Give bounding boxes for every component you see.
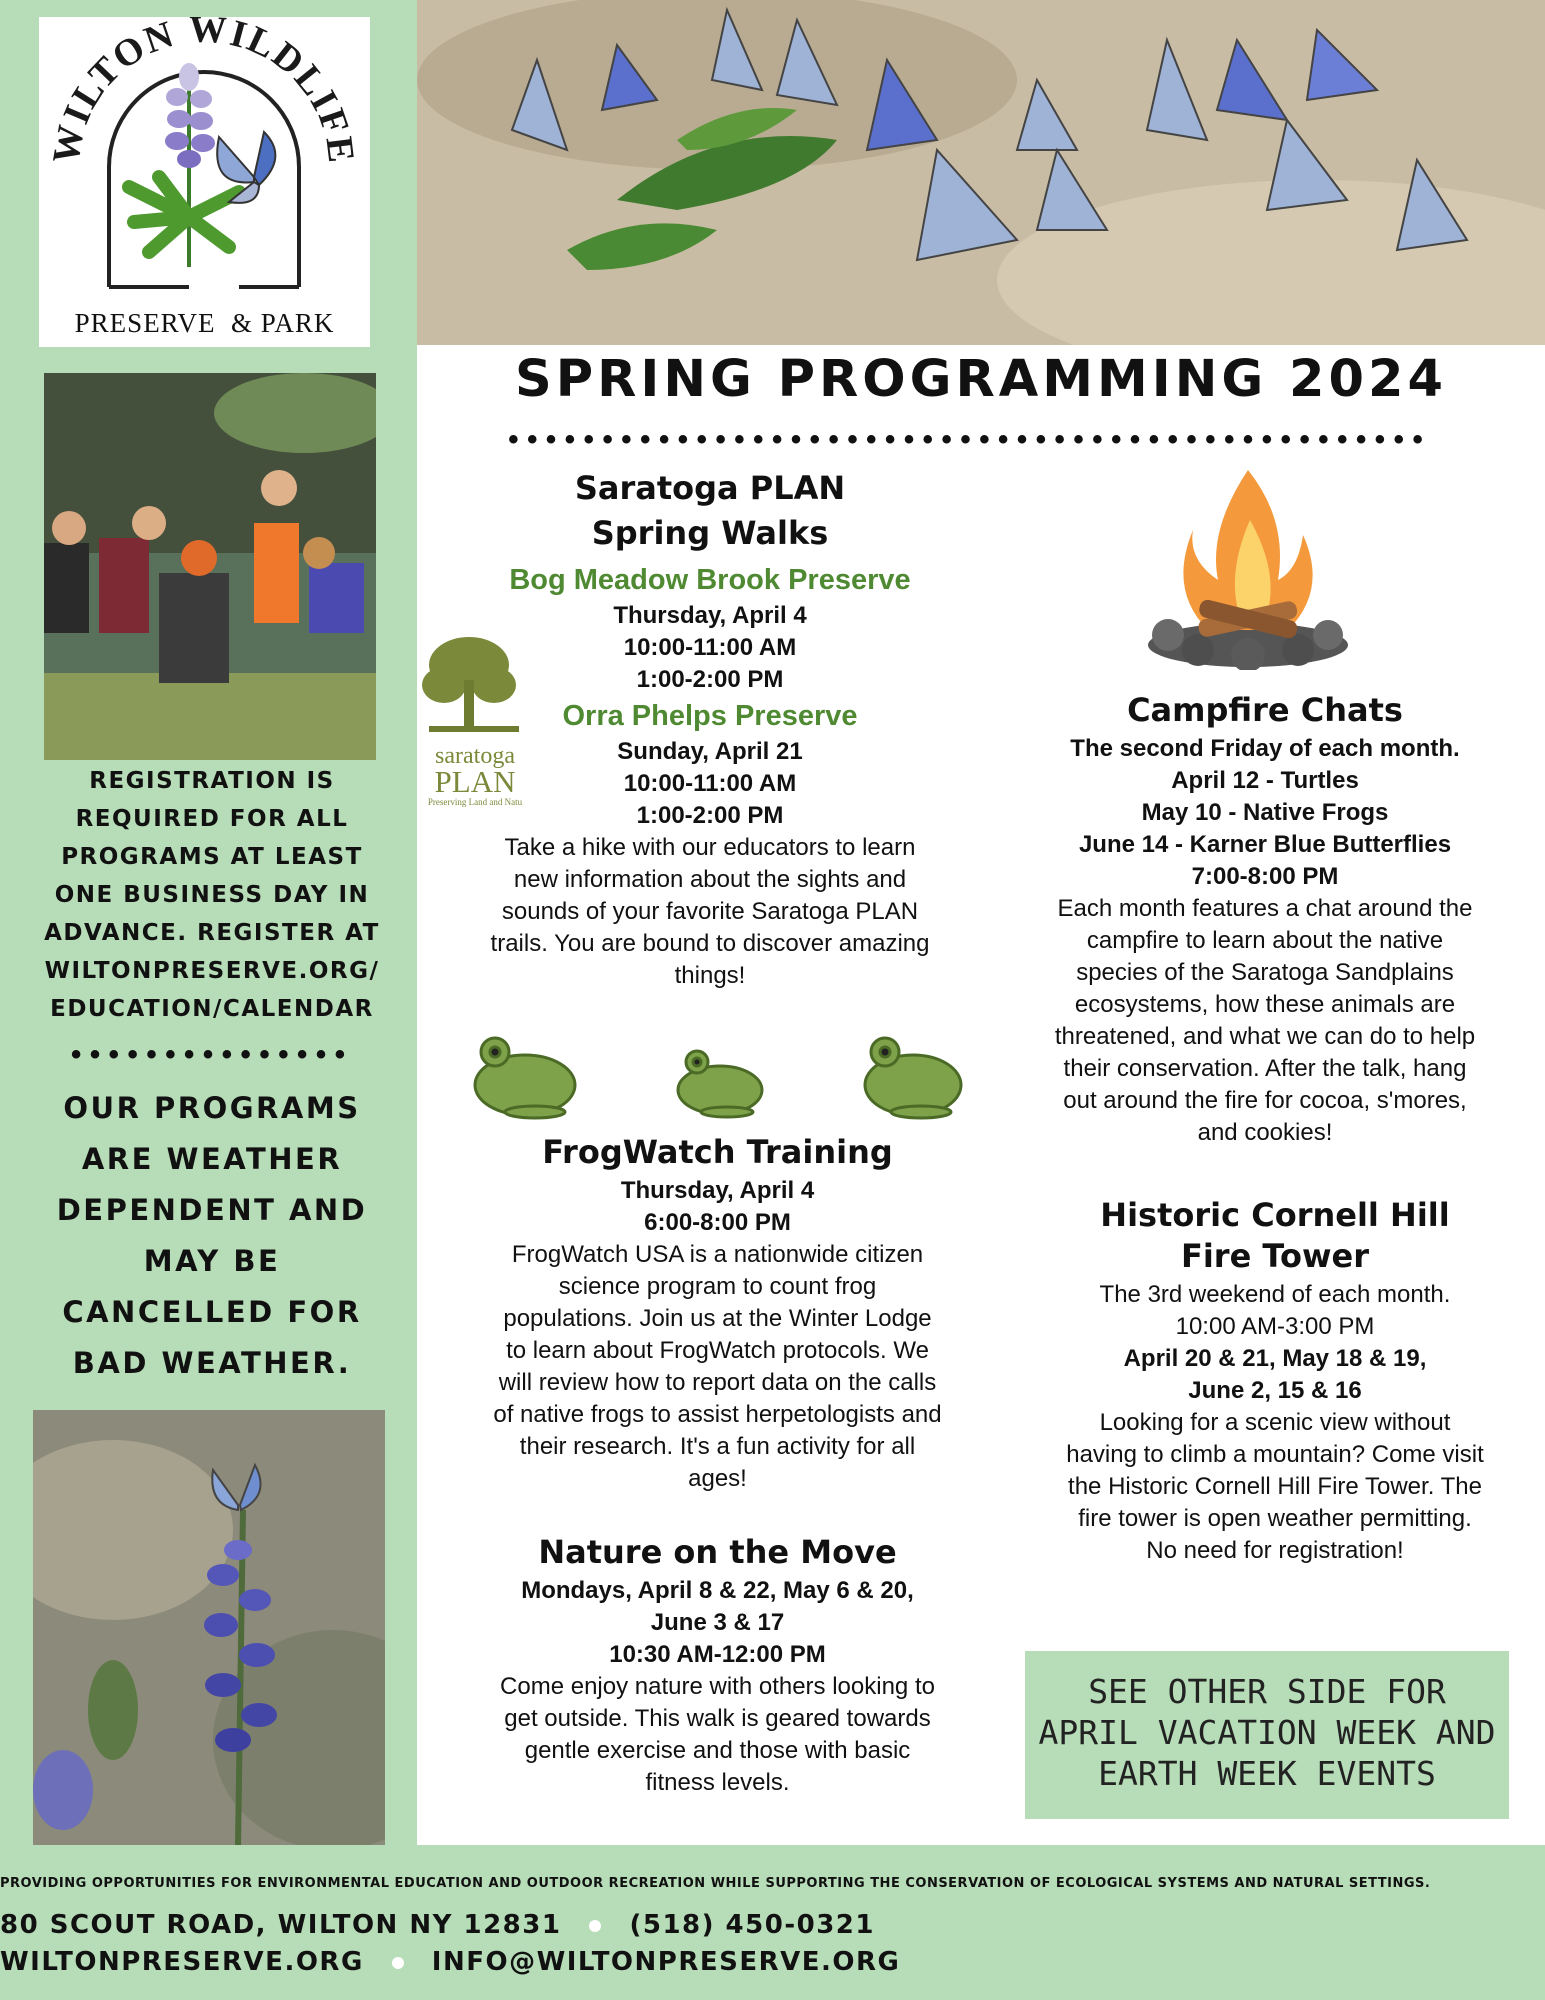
hero-butterflies-photo: [417, 0, 1545, 345]
campfire-title: Campfire Chats: [1127, 691, 1403, 729]
footer-website[interactable]: WILTONPRESERVE.ORG: [0, 1947, 364, 1977]
logo-arc-text: WILTON WILDLIFE: [44, 17, 363, 167]
dot-separator-icon: [392, 1957, 404, 1969]
nature-title: Nature on the Move: [538, 1533, 897, 1571]
campfire-icon: [1138, 470, 1358, 670]
footer-email[interactable]: INFO@WILTONPRESERVE.ORG: [431, 1947, 901, 1977]
nature-description: Come enjoy nature with others looking to get outside. This walk is geared towards gentle exercise and those with basic fitness levels.: [500, 1673, 935, 1796]
frog-icon: [678, 1051, 762, 1117]
saratoga-title-1: Saratoga PLAN: [574, 469, 846, 507]
page-title: SPRING PROGRAMMING 2024: [515, 350, 1447, 409]
cornell-description: Looking for a scenic view without having to climb a mountain? Come visit the Historic Cornell Hill Fire Tower. The fire tower is open weather permitting. No need for registration!: [1066, 1409, 1484, 1564]
campfire-date-2: May 10 - Native Frogs: [1141, 799, 1389, 826]
bog-meadow-date: Thursday, April 4: [613, 602, 807, 629]
frogs-illustration: [465, 1030, 975, 1120]
campfire-date-3: June 14 - Karner Blue Butterflies: [1078, 831, 1452, 858]
footer-phone[interactable]: (518) 450-0321: [629, 1910, 875, 1940]
cornell-dates-1: April 20 & 21, May 18 & 19,: [1123, 1345, 1427, 1372]
saratoga-description: Take a hike with our educators to learn new information about the sights and sounds of your favorite Saratoga PLAN trails. You are bound to discover amazing things!: [490, 834, 930, 989]
sidebar-dot-divider: • • • • • • • • • • • • • • •: [70, 1040, 346, 1070]
bog-meadow-time-1: 10:00-11:00 AM: [623, 634, 797, 661]
bog-meadow-time-2: 1:00-2:00 PM: [636, 666, 784, 693]
footer-address-line: [0, 1910, 1545, 1940]
plan-logo-tag: Preserving Land and Natu: [427, 797, 523, 807]
frogwatch-description: FrogWatch USA is a nationwide citizen science program to count frog populations. Join us at the Winter Lodge to learn about FrogWatch protocols. We will review how to report data on the calls of native frogs to assist herpetologists and their research. It's a fun activity for all ages!: [493, 1241, 942, 1492]
cornell-title-1: Historic Cornell Hill: [1100, 1196, 1450, 1234]
location-orra-phelps: Orra Phelps Preserve: [562, 700, 858, 732]
cornell-time: 10:00 AM-3:00 PM: [1175, 1313, 1375, 1340]
nature-on-the-move-section: [445, 1530, 990, 1799]
cornell-hill-section: [1010, 1193, 1540, 1567]
location-bog-meadow: Bog Meadow Brook Preserve: [509, 564, 911, 596]
plan-logo-big: PLAN: [434, 764, 516, 799]
footer-tagline: PROVIDING OPPORTUNITIES FOR ENVIRONMENTAL EDUCATION AND OUTDOOR RECREATION WHILE SUPPORTING THE CONSERVATION OF ECOLOGICAL SYSTEMS AND NATURAL SETTINGS.: [0, 1876, 1431, 1891]
plan-logo-name: saratoga: [435, 743, 515, 769]
campfire-description: Each month features a chat around the campfire to learn about the native species of the Saratoga Sandplains ecosystems, how these animals are threatened, and what we can do to help their conservation. After the talk, hang out around the fire for cocoa, s'mores, and cookies!: [1054, 895, 1476, 1146]
cornell-subtitle: The 3rd weekend of each month.: [1099, 1281, 1451, 1308]
frogwatch-section: [445, 1130, 990, 1495]
nature-date-2: June 3 & 17: [650, 1609, 785, 1636]
title-dot-divider: • • • • • • • • • • • • • • • • • • • • • • • • • • • • • • • • • • • • • • • • • • • • • • • • •: [508, 425, 1423, 455]
weather-notice: OUR PROGRAMS ARE WEATHER DEPENDENT AND MAY BE CANCELLED FOR BAD WEATHER.: [56, 1091, 368, 1380]
see-other-side-box: SEE OTHER SIDE FOR APRIL VACATION WEEK AND EARTH WEEK EVENTS: [1025, 1651, 1509, 1819]
footer-address: 80 SCOUT ROAD, WILTON NY 12831: [0, 1910, 562, 1940]
wilton-logo: [39, 17, 370, 347]
campfire-date-1: April 12 - Turtles: [1171, 767, 1359, 794]
dot-separator-icon: [589, 1920, 601, 1932]
cornell-title-2: Fire Tower: [1180, 1237, 1370, 1275]
orra-phelps-time-1: 10:00-11:00 AM: [623, 770, 797, 797]
nature-date-1: Mondays, April 8 & 22, May 6 & 20,: [521, 1577, 914, 1604]
frogwatch-date: Thursday, April 4: [620, 1177, 815, 1204]
campfire-time: 7:00-8:00 PM: [1191, 863, 1339, 890]
kids-at-pond-photo: [44, 373, 376, 760]
logo-bottom-text: PRESERVE & PARK: [74, 308, 335, 338]
frog-icon: [475, 1038, 575, 1118]
frog-icon: [865, 1038, 961, 1118]
logo-graphic: [39, 17, 370, 317]
orra-phelps-time-2: 1:00-2:00 PM: [636, 802, 784, 829]
frogwatch-time: 6:00-8:00 PM: [644, 1209, 791, 1236]
nature-time: 10:30 AM-12:00 PM: [609, 1641, 826, 1668]
registration-notice: REGISTRATION IS REQUIRED FOR ALL PROGRAMS AT LEAST ONE BUSINESS DAY IN ADVANCE. REGISTER AT WILTONPRESERVE.ORG/ EDUCATION/CALENDAR: [44, 768, 380, 1022]
orra-phelps-date: Sunday, April 21: [617, 738, 803, 765]
campfire-subtitle: The second Friday of each month.: [1070, 735, 1460, 762]
saratoga-walks-section: [445, 466, 975, 992]
footer-contact-line: [0, 1947, 1545, 1977]
lupine-butterfly-photo: [33, 1410, 385, 1845]
frogwatch-title: FrogWatch Training: [542, 1133, 893, 1171]
cornell-dates-2: June 2, 15 & 16: [1188, 1377, 1362, 1404]
campfire-chats-section: [1010, 688, 1520, 1149]
saratoga-title-2: Spring Walks: [591, 514, 829, 552]
